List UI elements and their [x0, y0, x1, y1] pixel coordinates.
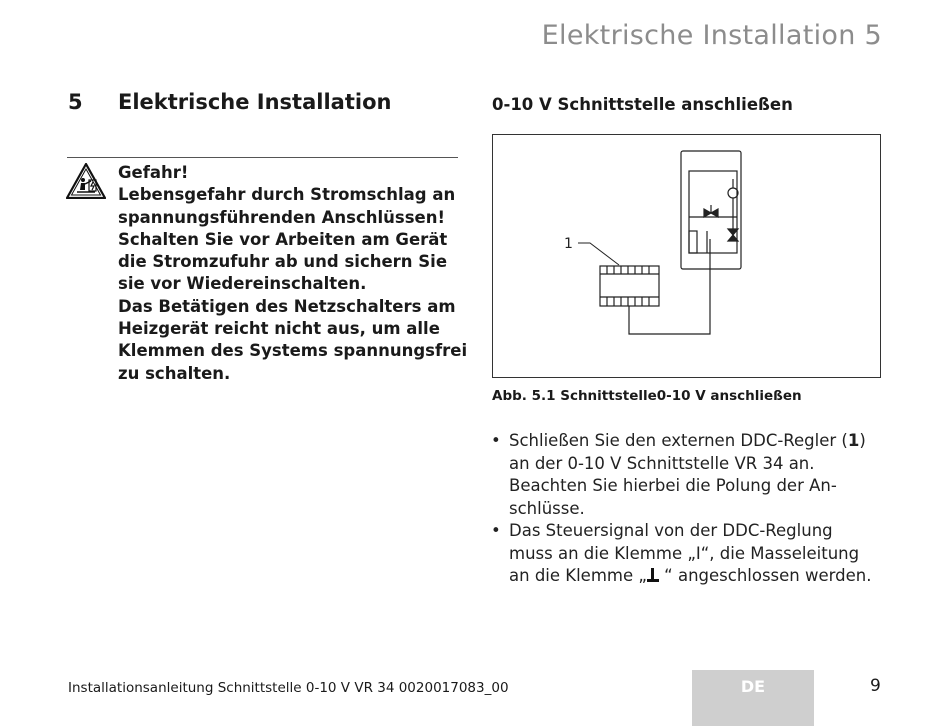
- language-tab: DE: [692, 670, 814, 726]
- warning-line: Klemmen des Systems spannungsfrei: [118, 341, 468, 361]
- warning-line: spannungsführenden Anschlüssen!: [118, 207, 445, 227]
- bullet-text: ): [859, 431, 866, 450]
- warning-line: Schalten Sie vor Arbeiten am Gerät: [118, 229, 448, 249]
- figure-caption: Abb. 5.1 Schnittstelle0-10 V anschließen: [492, 388, 802, 404]
- electric-shock-warning-icon: [66, 163, 106, 199]
- bullet-text: schlüsse.: [509, 498, 585, 518]
- instruction-list: [491, 430, 891, 588]
- bullet-text: an der 0-10 V Schnittstelle VR 34 an.: [509, 453, 815, 473]
- warning-line: zu schalten.: [118, 363, 231, 383]
- bullet-marker: •: [491, 521, 501, 540]
- warning-divider: [67, 157, 458, 158]
- heating-unit-drawing: [681, 151, 741, 269]
- bullet-text: “ angeschlossen werden.: [658, 566, 872, 585]
- ddc-controller-drawing: [600, 266, 659, 306]
- bullet-text: an die Klemme „: [509, 566, 647, 585]
- callout-label: 1: [564, 236, 573, 252]
- subsection-title: 0-10 V Schnittstelle anschließen: [492, 95, 793, 114]
- bullet-text: muss an die Klemme „I“, die Masseleitung: [509, 543, 860, 563]
- warning-text: [118, 162, 468, 385]
- bullet-text: Das Steuersignal von der DDC-Reglung: [509, 521, 833, 540]
- warning-line: Das Betätigen des Netzschalters am: [118, 296, 456, 316]
- reference-number: 1: [847, 431, 860, 450]
- warning-line: Gefahr!: [118, 163, 189, 182]
- list-item: [491, 520, 891, 588]
- bullet-text: Schließen Sie den externen DDC-Regler (: [509, 431, 848, 450]
- page-number: 9: [870, 676, 881, 696]
- warning-line: Heizgerät reicht nicht aus, um alle: [118, 319, 440, 339]
- ground-terminal-icon: [647, 568, 659, 582]
- warning-line: die Stromzufuhr ab und sichern Sie: [118, 252, 448, 272]
- footer-document-info: Installationsanleitung Schnittstelle 0-10 V VR 34 0020017083_00: [68, 680, 509, 696]
- warning-line: sie vor Wiedereinschalten.: [118, 274, 367, 294]
- list-item: [491, 430, 891, 520]
- connection-diagram: [492, 134, 881, 378]
- bullet-marker: •: [491, 431, 501, 450]
- warning-line: Lebensgefahr durch Stromschlag an: [118, 185, 456, 205]
- bullet-text: Beachten Sie hierbei die Polung der An-: [509, 476, 837, 495]
- section-title: Elektrische Installation: [118, 90, 392, 114]
- section-number: 5: [68, 90, 83, 114]
- running-header-title: Elektrische Installation 5: [541, 20, 882, 51]
- callout-leader: [578, 243, 619, 265]
